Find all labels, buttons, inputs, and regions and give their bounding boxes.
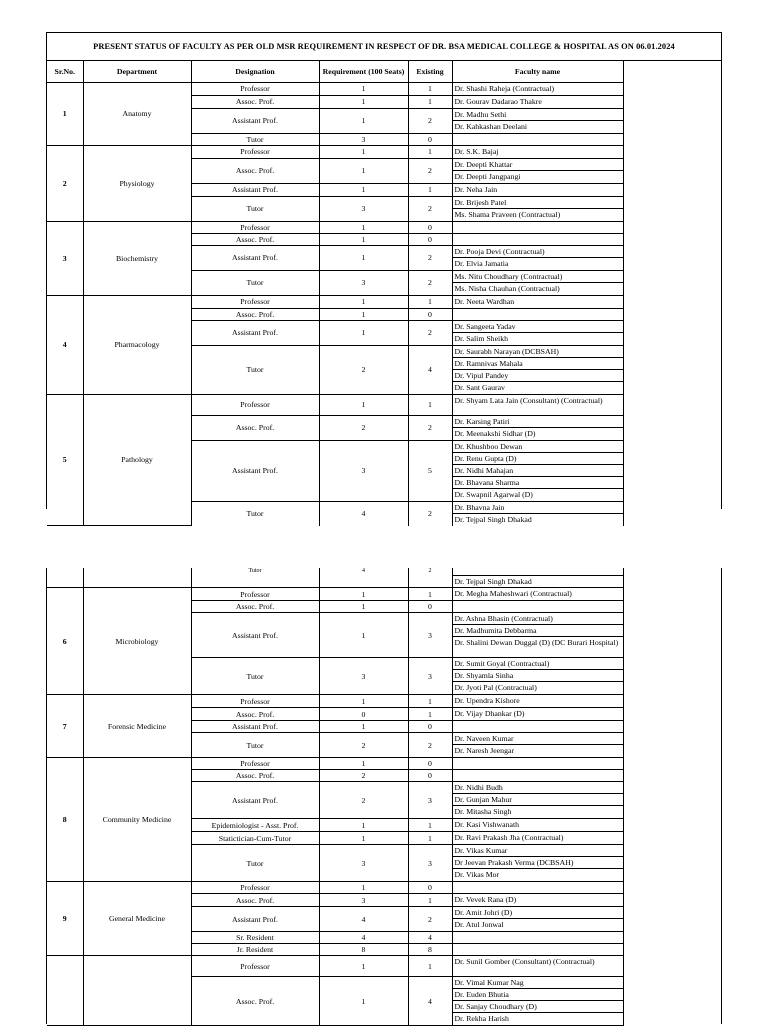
existing-cell: 1: [408, 82, 452, 95]
faculty-name: Dr. Khushboo Dewan: [453, 441, 623, 453]
requirement-cell: 3: [319, 270, 408, 295]
faculty-name: Dr. Sangeeta Yadav: [453, 321, 623, 333]
table-row: [47, 221, 723, 233]
designation-cell: Sr. Resident: [191, 932, 319, 944]
requirement-cell: 1: [319, 233, 408, 245]
faculty-name: Dr. Vipul Pandey: [453, 370, 623, 382]
faculty-cell: [452, 932, 623, 944]
sr-no-cell: 8: [47, 758, 83, 882]
faculty-cell: [452, 613, 623, 658]
header-faculty-name: Faculty name: [452, 61, 623, 82]
existing-cell: 4: [408, 932, 452, 944]
requirement-cell: 1: [319, 158, 408, 183]
faculty-name: Dr. Ravi Prakash Jha (Contractual): [454, 833, 564, 842]
existing-cell: 4: [408, 977, 452, 1026]
faculty-cell: [452, 320, 623, 345]
sr-no-cell: 7: [47, 695, 83, 758]
faculty-cell: [452, 221, 623, 233]
requirement-cell: 3: [319, 133, 408, 145]
table-row: [47, 82, 723, 95]
requirement-cell: 1: [319, 882, 408, 894]
requirement-cell: 1: [319, 82, 408, 95]
faculty-name: Dr. Salim Sheikh: [454, 333, 508, 343]
header-blank: [623, 61, 723, 82]
designation-cell: Professor: [191, 394, 319, 415]
faculty-cell: [452, 82, 623, 95]
designation-cell: Tutor: [191, 845, 319, 882]
faculty-cell: [452, 819, 623, 832]
header-existing: Existing: [408, 61, 452, 82]
existing-cell: 0: [408, 233, 452, 245]
existing-cell: 3: [408, 845, 452, 882]
sr-no-cell: 4: [47, 295, 83, 394]
department-cell: Pharmacology: [83, 295, 191, 394]
faculty-name: Dr. Swapnil Agarwal (D): [454, 489, 533, 499]
faculty-cell: [452, 501, 623, 526]
sr-no-cell: 2: [47, 145, 83, 221]
existing-cell: 2: [408, 158, 452, 183]
faculty-cell: [452, 415, 623, 440]
faculty-cell: [452, 721, 623, 733]
faculty-cell: [452, 270, 623, 295]
requirement-cell: 2: [319, 733, 408, 758]
designation-cell: Professor: [191, 882, 319, 894]
requirement-cell: 3: [319, 845, 408, 882]
designation-cell: Assoc. Prof.: [191, 708, 319, 721]
existing-cell: 5: [408, 440, 452, 501]
faculty-name: Dr. Vimal Kumar Nag: [453, 977, 623, 989]
faculty-cell: [452, 782, 623, 819]
designation-cell: Tutor: [191, 733, 319, 758]
existing-cell: 2: [408, 501, 452, 526]
requirement-cell: 1: [319, 295, 408, 308]
faculty-name: Dr. Tejpal Singh Dhakad: [454, 514, 532, 524]
faculty-cell: [452, 695, 623, 708]
faculty-table: [47, 61, 723, 526]
sr-no-cell: [47, 956, 83, 1026]
designation-cell: Assoc. Prof.: [191, 233, 319, 245]
faculty-cell: [452, 944, 623, 956]
faculty-name: Dr. Rekha Harish: [454, 1014, 509, 1023]
existing-cell: 2: [408, 568, 452, 588]
department-cell: [83, 956, 191, 1026]
requirement-cell: 1: [319, 308, 408, 320]
faculty-cell: [452, 832, 623, 845]
existing-cell: 0: [408, 882, 452, 894]
existing-cell: 1: [408, 832, 452, 845]
designation-cell: Assoc. Prof.: [191, 95, 319, 108]
designation-cell: Statictician-Cum-Tutor: [191, 832, 319, 845]
faculty-cell: [452, 394, 623, 415]
requirement-cell: 1: [319, 245, 408, 270]
requirement-cell: 2: [319, 415, 408, 440]
faculty-cell: [452, 894, 623, 907]
existing-cell: 1: [408, 394, 452, 415]
faculty-name: Dr. Meenakshi Sidhar (D): [454, 428, 536, 438]
requirement-cell: 3: [319, 894, 408, 907]
faculty-name: Dr Jeevan Prakash Verma (DCBSAH): [453, 857, 623, 869]
designation-cell: Professor: [191, 82, 319, 95]
faculty-cell: [452, 882, 623, 894]
faculty-cell: [452, 196, 623, 221]
designation-cell: Professor: [191, 588, 319, 601]
designation-cell: Assistant Prof.: [191, 183, 319, 196]
faculty-name: Dr. Kasi Vishwanath: [454, 820, 520, 829]
table-row: [47, 145, 723, 158]
designation-cell: Assistant Prof.: [191, 721, 319, 733]
sr-no-cell: 6: [47, 588, 83, 695]
faculty-name: Dr. Vijay Dhankar (D): [454, 709, 525, 718]
blank-cell: [623, 588, 723, 1026]
designation-cell: Professor: [191, 695, 319, 708]
faculty-name: Dr. Megha Maheshwari (Contractual): [454, 589, 572, 598]
faculty-table-continued: [47, 568, 723, 1026]
requirement-cell: 1: [319, 95, 408, 108]
designation-cell: Assistant Prof.: [191, 440, 319, 501]
faculty-cell: [452, 708, 623, 721]
faculty-cell: [452, 733, 623, 758]
faculty-name: Dr. Bhavna Jain: [453, 502, 623, 514]
existing-cell: 0: [408, 601, 452, 613]
department-cell: Forensic Medicine: [83, 695, 191, 758]
existing-cell: 2: [408, 196, 452, 221]
designation-cell: Assoc. Prof.: [191, 308, 319, 320]
faculty-name: Dr. Amit Johri (D): [453, 907, 623, 919]
sr-no-cell: [47, 568, 83, 588]
existing-cell: 2: [408, 907, 452, 932]
faculty-name: Dr. Sant Gaurav: [454, 382, 505, 392]
faculty-name: Dr. Gunjan Mahur: [453, 794, 623, 806]
requirement-cell: 3: [319, 440, 408, 501]
designation-cell: Tutor: [191, 658, 319, 695]
existing-cell: 3: [408, 782, 452, 819]
sr-no-cell: 5: [47, 394, 83, 526]
faculty-name: Dr. Euden Bhutia: [453, 989, 623, 1001]
requirement-cell: 1: [319, 956, 408, 977]
faculty-name: Dr. Atul Jonwal: [454, 920, 504, 929]
faculty-name: Dr. Neha Jain: [454, 184, 498, 194]
header-department: Department: [83, 61, 191, 82]
requirement-cell: 1: [319, 588, 408, 601]
existing-cell: 1: [408, 145, 452, 158]
table-row: [47, 295, 723, 308]
designation-cell: Professor: [191, 956, 319, 977]
blank-cell: [623, 82, 723, 526]
existing-cell: 4: [408, 345, 452, 394]
department-cell: Community Medicine: [83, 758, 191, 882]
faculty-name: Dr. Elvia Jamatia: [454, 258, 509, 268]
existing-cell: 0: [408, 770, 452, 782]
designation-cell: Professor: [191, 221, 319, 233]
table-row: [47, 394, 723, 415]
faculty-name: Dr. Deepti Khattar: [453, 159, 623, 171]
faculty-name: Dr. S.K. Bajaj: [454, 146, 499, 156]
requirement-cell: 1: [319, 394, 408, 415]
faculty-name: Dr. Sumit Goyal (Contractual): [453, 658, 623, 670]
faculty-name: Ms. Nitu Choudhary (Contractual): [453, 271, 623, 283]
faculty-name: Dr. Vikas Kumar: [453, 845, 623, 857]
designation-cell: Jr. Resident: [191, 944, 319, 956]
existing-cell: 0: [408, 758, 452, 770]
faculty-name: Dr. Ashna Bhasin (Contractual): [453, 613, 623, 625]
existing-cell: 1: [408, 295, 452, 308]
department-cell: General Medicine: [83, 882, 191, 956]
faculty-name: Dr. Tejpal Singh Dhakad: [453, 575, 623, 587]
requirement-cell: 1: [319, 221, 408, 233]
existing-cell: 2: [408, 245, 452, 270]
faculty-name: Dr. Nidhi Mahajan: [453, 465, 623, 477]
requirement-cell: 1: [319, 613, 408, 658]
faculty-cell: [452, 183, 623, 196]
existing-cell: 0: [408, 133, 452, 145]
faculty-cell: [452, 108, 623, 133]
designation-cell: Tutor: [191, 270, 319, 295]
faculty-cell: [452, 233, 623, 245]
faculty-name: Dr. Naveen Kumar: [453, 733, 623, 745]
faculty-name: Dr. Deepti Jangpangi: [454, 171, 521, 181]
department-cell: Biochemistry: [83, 221, 191, 295]
table-header-row: [47, 61, 723, 82]
faculty-name: Dr. Nidhi Budh: [453, 782, 623, 794]
faculty-name: Dr. Vevek Rana (D): [454, 895, 517, 904]
designation-cell: Assoc. Prof.: [191, 977, 319, 1026]
faculty-name: Dr. Sanjay Choudhary (D): [453, 1001, 623, 1013]
faculty-name: Dr. Jyoti Pal (Contractual): [454, 683, 537, 692]
table-row: [47, 588, 723, 601]
faculty-name: Dr. Shyam Lata Jain (Consultant) (Contractual): [454, 395, 603, 405]
designation-cell: Assoc. Prof.: [191, 894, 319, 907]
blank-cell: [623, 568, 723, 588]
designation-cell: Tutor: [191, 568, 319, 588]
faculty-cell: [452, 440, 623, 501]
sr-no-cell: 3: [47, 221, 83, 295]
designation-cell: Professor: [191, 145, 319, 158]
requirement-cell: 8: [319, 944, 408, 956]
existing-cell: 3: [408, 613, 452, 658]
faculty-cell: [452, 345, 623, 394]
faculty-name: Dr. Naresh Jeengar: [454, 746, 515, 755]
faculty-name: Dr. Shyamla Sinha: [453, 670, 623, 682]
faculty-name: Dr. Madhumita Debbarma: [453, 625, 623, 637]
faculty-cell: [452, 907, 623, 932]
faculty-cell: [452, 295, 623, 308]
department-cell: Physiology: [83, 145, 191, 221]
existing-cell: 1: [408, 956, 452, 977]
faculty-cell: [452, 158, 623, 183]
designation-cell: Assistant Prof.: [191, 613, 319, 658]
designation-cell: Assistant Prof.: [191, 245, 319, 270]
existing-cell: 0: [408, 221, 452, 233]
faculty-cell: [452, 845, 623, 882]
faculty-cell: [452, 245, 623, 270]
designation-cell: Professor: [191, 295, 319, 308]
requirement-cell: 3: [319, 196, 408, 221]
faculty-cell: [452, 658, 623, 695]
designation-cell: Assistant Prof.: [191, 782, 319, 819]
requirement-cell: 1: [319, 695, 408, 708]
designation-cell: Tutor: [191, 501, 319, 526]
designation-cell: Assoc. Prof.: [191, 770, 319, 782]
faculty-cell: [452, 308, 623, 320]
faculty-name: Ms. Nisha Chauhan (Contractual): [454, 283, 560, 293]
existing-cell: 2: [408, 733, 452, 758]
faculty-name: Dr. Pooja Devi (Contractual): [453, 246, 623, 258]
faculty-name: Dr. Shalini Dewan Duggal (D) (DC Burari Hospital): [454, 638, 619, 647]
faculty-cell: [452, 758, 623, 770]
existing-cell: 2: [408, 415, 452, 440]
page-one: [46, 32, 722, 524]
requirement-cell: 1: [319, 320, 408, 345]
existing-cell: 1: [408, 894, 452, 907]
faculty-name: Dr. Karsing Patiri: [453, 416, 623, 428]
faculty-name: Dr. Upendra Kishore: [454, 696, 520, 705]
table-row: [47, 568, 723, 588]
department-cell: Pathology: [83, 394, 191, 526]
faculty-name: Dr. Sunil Gomber (Consultant) (Contractual): [454, 957, 595, 966]
faculty-cell: [452, 145, 623, 158]
faculty-cell: [452, 588, 623, 601]
department-cell: Microbiology: [83, 588, 191, 695]
requirement-cell: 2: [319, 782, 408, 819]
requirement-cell: 2: [319, 770, 408, 782]
requirement-cell: 4: [319, 568, 408, 588]
designation-cell: Assistant Prof.: [191, 108, 319, 133]
department-cell: Anatomy: [83, 82, 191, 145]
requirement-cell: 0: [319, 708, 408, 721]
designation-cell: Professor: [191, 758, 319, 770]
faculty-cell: [452, 770, 623, 782]
faculty-name: Dr. Madhu Sethi: [453, 109, 623, 121]
faculty-name: Dr. Gourav Dadarao Thakre: [454, 96, 542, 106]
existing-cell: 2: [408, 108, 452, 133]
requirement-cell: 4: [319, 932, 408, 944]
requirement-cell: 1: [319, 977, 408, 1026]
table-row: [47, 882, 723, 894]
requirement-cell: 1: [319, 601, 408, 613]
designation-cell: Assoc. Prof.: [191, 158, 319, 183]
existing-cell: 1: [408, 95, 452, 108]
faculty-name: Dr. Mitasha Singh: [454, 807, 512, 816]
requirement-cell: 4: [319, 501, 408, 526]
faculty-name: Dr. Bhavana Sharma: [453, 477, 623, 489]
existing-cell: 0: [408, 721, 452, 733]
requirement-cell: 1: [319, 758, 408, 770]
faculty-name: Dr. Saurabh Narayan (DCBSAH): [453, 346, 623, 358]
designation-cell: Assistant Prof.: [191, 320, 319, 345]
existing-cell: 1: [408, 819, 452, 832]
existing-cell: 1: [408, 708, 452, 721]
sr-no-cell: 9: [47, 882, 83, 956]
table-row: [47, 758, 723, 770]
header-requirement: Requirement (100 Seats): [319, 61, 408, 82]
existing-cell: 1: [408, 695, 452, 708]
table-row: [47, 956, 723, 977]
faculty-name: Dr. Vikas Mor: [454, 870, 500, 879]
header-designation: Designation: [191, 61, 319, 82]
existing-cell: 0: [408, 308, 452, 320]
faculty-cell: [452, 95, 623, 108]
faculty-name: Dr. Ramnivas Mahala: [453, 358, 623, 370]
faculty-name: Dr. Brijesh Patel: [453, 197, 623, 209]
requirement-cell: 1: [319, 832, 408, 845]
designation-cell: Assoc. Prof.: [191, 601, 319, 613]
requirement-cell: 3: [319, 658, 408, 695]
faculty-name: Ms. Shama Praveen (Contractual): [454, 209, 561, 219]
department-cell: [83, 568, 191, 588]
requirement-cell: 1: [319, 145, 408, 158]
table-row: [47, 695, 723, 708]
designation-cell: Assoc. Prof.: [191, 415, 319, 440]
existing-cell: 2: [408, 320, 452, 345]
designation-cell: Tutor: [191, 196, 319, 221]
faculty-name: Dr. Shashi Raheja (Contractual): [454, 83, 555, 93]
requirement-cell: 1: [319, 721, 408, 733]
requirement-cell: 4: [319, 907, 408, 932]
designation-cell: Assistant Prof.: [191, 907, 319, 932]
designation-cell: Tutor: [191, 345, 319, 394]
existing-cell: 3: [408, 658, 452, 695]
document-title: PRESENT STATUS OF FACULTY AS PER OLD MSR REQUIREMENT IN RESPECT OF DR. BSA MEDICAL COLLEGE & HOSPITAL AS ON 06.01.2024: [47, 33, 721, 61]
existing-cell: 1: [408, 588, 452, 601]
sr-no-cell: 1: [47, 82, 83, 145]
faculty-cell: [452, 977, 623, 1026]
requirement-cell: 2: [319, 345, 408, 394]
faculty-cell: [452, 133, 623, 145]
requirement-cell: 1: [319, 108, 408, 133]
requirement-cell: 1: [319, 819, 408, 832]
faculty-name: Dr. Kahkashan Deelani: [454, 121, 528, 131]
faculty-cell: [452, 956, 623, 977]
designation-cell: Tutor: [191, 133, 319, 145]
faculty-name: Dr. Renu Gupta (D): [453, 453, 623, 465]
header-sr-no: Sr.No.: [47, 61, 83, 82]
existing-cell: 8: [408, 944, 452, 956]
existing-cell: 2: [408, 270, 452, 295]
page-two: [46, 568, 722, 1024]
faculty-cell: [452, 601, 623, 613]
requirement-cell: 1: [319, 183, 408, 196]
existing-cell: 1: [408, 183, 452, 196]
faculty-name: Dr. Neeta Wardhan: [454, 296, 515, 306]
faculty-cell: [452, 568, 623, 588]
designation-cell: Epidemiologist - Asst. Prof.: [191, 819, 319, 832]
